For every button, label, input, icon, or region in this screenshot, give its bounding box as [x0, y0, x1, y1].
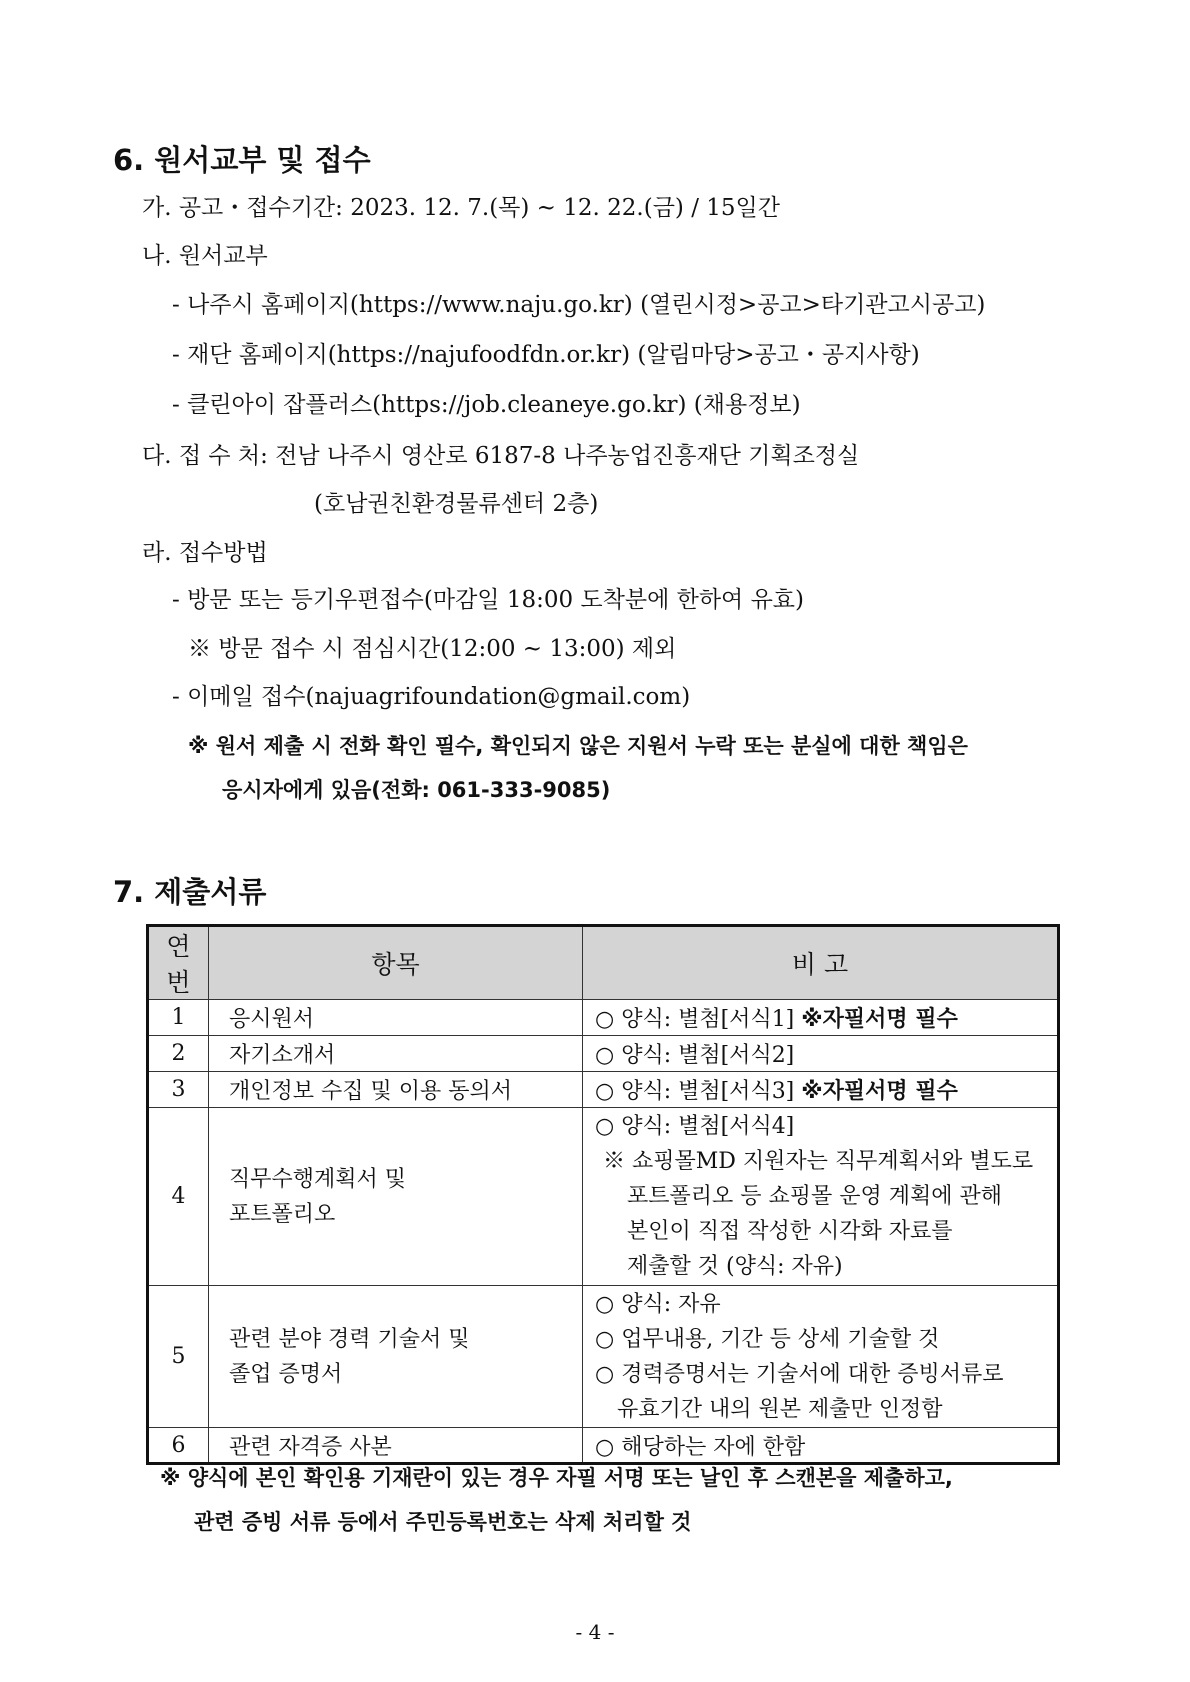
note-line: ○ 양식: 별첨[서식2]: [595, 1043, 795, 1068]
note-line: ○ 양식: 자유: [595, 1291, 721, 1317]
table-row: [148, 1108, 1059, 1286]
table-row: [148, 1428, 1059, 1464]
section-7-heading: 7. 제출서류: [113, 875, 267, 909]
distribution-item-foundation: - 재단 홈페이지(https://najufoodfdn.or.kr) (알림마당>공고・공지사항): [172, 342, 920, 368]
distribution-title: 나. 원서교부: [142, 243, 268, 269]
reception-method-email: - 이메일 접수(najuagrifoundation@gmail.com): [172, 684, 691, 710]
item-line: 관련 분야 경력 기술서 및: [229, 1326, 470, 1352]
row-note: [583, 1108, 1059, 1286]
note-line: ○ 해당하는 자에 한함: [595, 1434, 806, 1460]
item-line: 졸업 증명서: [229, 1361, 343, 1387]
note-bold: ※자필서명 필수: [801, 1079, 958, 1104]
item-line: 포트폴리오: [229, 1201, 336, 1227]
note-bold: ※자필서명 필수: [801, 1007, 958, 1032]
note-line: ○ 양식: 별첨[서식3]: [595, 1079, 795, 1104]
row-num: 6: [148, 1428, 209, 1464]
page-number: - 4 -: [575, 1620, 615, 1644]
row-note: [583, 1036, 1059, 1072]
documents-table: [146, 924, 1060, 1465]
table-row: [148, 1000, 1059, 1036]
row-num: 4: [148, 1108, 209, 1286]
row-item: [209, 1108, 583, 1286]
period-line: 가. 공고・접수기간: 2023. 12. 7.(목) ~ 12. 22.(금) / 15일간: [142, 195, 780, 221]
row-num: 1: [148, 1000, 209, 1036]
row-note: [583, 1072, 1059, 1108]
distribution-item-naju-city: - 나주시 홈페이지(https://www.naju.go.kr) (열린시정>공고>타기관고시공고): [172, 292, 986, 318]
reception-lunch-note: ※ 방문 접수 시 점심시간(12:00 ~ 13:00) 제외: [188, 636, 677, 662]
reception-place-detail: (호남권친환경물류센터 2층): [314, 491, 599, 517]
row-num: 2: [148, 1036, 209, 1072]
phone-confirm-warning: ※ 원서 제출 시 전화 확인 필수, 확인되지 않은 지원서 누락 또는 분실에 대한 책임은: [188, 734, 968, 758]
section-6-heading: 6. 원서교부 및 접수: [113, 143, 371, 177]
footnote-signature: ※ 양식에 본인 확인용 기재란이 있는 경우 자필 서명 또는 날인 후 스캔본을 제출하고,: [160, 1466, 953, 1490]
row-num: 5: [148, 1286, 209, 1428]
table-row: [148, 1072, 1059, 1108]
row-note: [583, 1286, 1059, 1428]
note-line: ○ 경력증명서는 기술서에 대한 증빙서류로: [595, 1361, 1004, 1387]
row-note: [583, 1428, 1059, 1464]
row-note: [583, 1000, 1059, 1036]
note-line: ※ 쇼핑몰MD 지원자는 직무계획서와 별도로: [603, 1149, 1034, 1174]
header-note: 비 고: [583, 926, 1059, 1000]
row-item: 개인정보 수집 및 이용 동의서: [209, 1072, 583, 1108]
row-item: 자기소개서: [209, 1036, 583, 1072]
note-line: ○ 업무내용, 기간 등 상세 기술할 것: [595, 1326, 940, 1352]
table-row: [148, 1286, 1059, 1428]
table-header-row: [148, 926, 1059, 1000]
item-line: 직무수행계획서 및: [229, 1166, 407, 1192]
note-line: 포트폴리오 등 쇼핑몰 운영 계획에 관해: [627, 1184, 1002, 1209]
distribution-item-cleaneye: - 클린아이 잡플러스(https://job.cleaneye.go.kr) (채용정보): [172, 392, 801, 418]
note-line: 제출할 것 (양식: 자유): [627, 1254, 843, 1279]
row-item: 관련 자격증 사본: [209, 1428, 583, 1464]
note-line: 본인이 직접 작성한 시각화 자료를: [627, 1219, 953, 1244]
table-row: [148, 1036, 1059, 1072]
note-line: ○ 양식: 별첨[서식1]: [595, 1007, 795, 1032]
reception-method-visit: - 방문 또는 등기우편접수(마감일 18:00 도착분에 한하여 유효): [172, 587, 804, 613]
reception-place: 다. 접 수 처: 전남 나주시 영산로 6187-8 나주농업진흥재단 기획조정실: [142, 443, 860, 469]
reception-method-title: 라. 접수방법: [142, 540, 268, 566]
header-num: 연번: [148, 926, 209, 1000]
header-item: 항목: [209, 926, 583, 1000]
row-item: 응시원서: [209, 1000, 583, 1036]
note-line: ○ 양식: 별첨[서식4]: [595, 1114, 795, 1139]
phone-confirm-warning-cont: 응시자에게 있음(전화: 061-333-9085): [222, 778, 611, 802]
row-num: 3: [148, 1072, 209, 1108]
row-item: [209, 1286, 583, 1428]
footnote-resident-number: 관련 증빙 서류 등에서 주민등록번호는 삭제 처리할 것: [194, 1510, 692, 1534]
note-line: 유효기간 내의 원본 제출만 인정함: [617, 1396, 943, 1422]
